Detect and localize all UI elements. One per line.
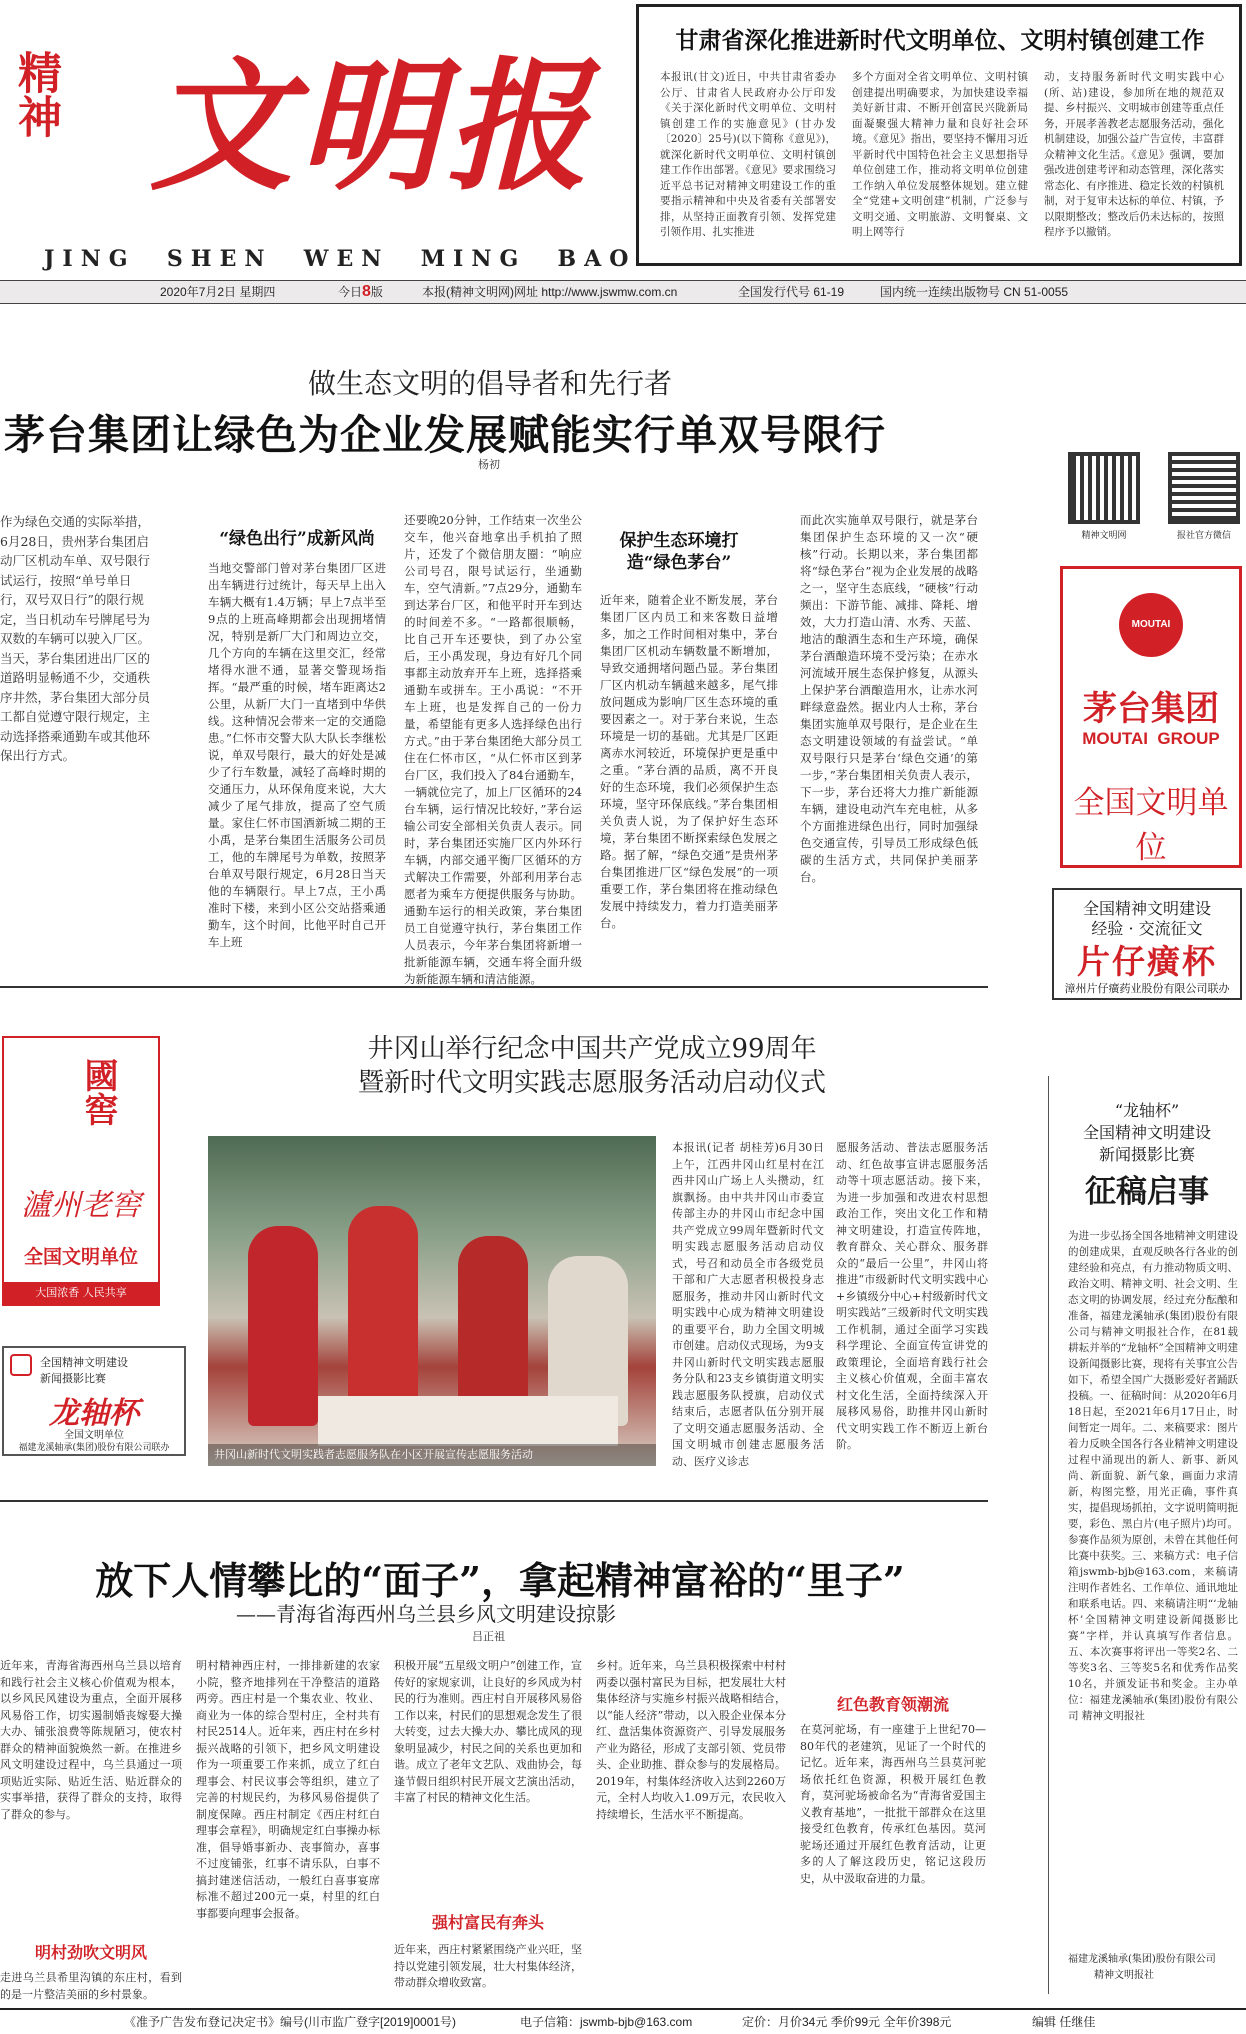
story1-sub1: “绿色出行”成新风尚: [219, 529, 375, 549]
divider-story1: [0, 986, 988, 988]
longzhou-line2: 新闻摄影比赛: [40, 1372, 106, 1385]
footer-editor: 编辑 任继佳: [1032, 2015, 1096, 2029]
contest-org1: 福建龙溪轴承(集团)股份有限公司: [1068, 1954, 1216, 1965]
moutai-badge: MOUTAI: [1131, 619, 1171, 630]
moutai-slogan: 全国文明单位: [1073, 785, 1229, 866]
longzhou-brand: 龙轴杯: [49, 1396, 139, 1431]
guojiao-name: 瀘州老窖: [21, 1188, 141, 1223]
dateline-pages: [338, 281, 383, 303]
top-story-title: 甘肃省深化推进新时代文明单位、文明村镇创建工作: [675, 27, 1205, 54]
story3-sub1: 明村劲吹文明风: [34, 1943, 147, 1962]
story1-col4: 而此次实施单双号限行，就是茅台集团保护生态环境的又一次“硬核”行动。长期以来，茅台集团都将“绿色茅台”视为企业发展的战略之一，坚守生态底线，“硬核”行动频出：下游节能、减排、降耗、增效，大力打造山清、水秀、天蓝、地洁的酿酒生态和生产环境，确保茅台酒酿造环境不受污染；在赤水河流域开展生态保护修复，从源头上保护茅台酒酿造用水，让赤水河畔绿意盎然。据业内人士称，茅台集团实施单双号限行，是企业在生态文明建设领域的有益尝试。“单双号限行只是茅台‘绿色交通’的第一步，”茅台集团相关负责人表示，下一步，茅台还将大力推广新能源车辆，建设电动汽车充电桩，从多个方面推进绿色出行，同时加强绿色交通宣传，引导员工形成绿色低碳的生活方式，共同保护美丽茅台。: [800, 513, 978, 884]
guojiao-slogan: 全国文明单位: [23, 1246, 138, 1268]
story1-lead: 作为绿色交通的实际举措，6月28日，贵州茅台集团启动厂区机动车单、双号限行试运行，按照“单号单日行，双号双日行”的限行规定，当日机动车号牌尾号为双数的车辆可以驶入厂区。当天，茅台集团进出厂区的道路明显畅通不少，交通秩序井然，茅台集团大部分员工都自觉遵守限行规定，主动选择搭乘通勤车或其他环保出行方式。: [0, 514, 151, 763]
ad-longzhou[interactable]: [2, 1346, 186, 1456]
story3-col3b: 近年来，西庄村紧紧围绕产业兴旺，坚持以党建引领发展，壮大村集体经济，带动群众增收致富。: [394, 1943, 582, 1989]
top-story-col3: 动，支持服务新时代文明实践中心(所、站)建设，参加所在地的规范双提、乡村振兴、文明城市创建等重点任务，开展孝善教老志愿服务活动，强化机制建设，加强公益广告宣传，丰富群众精神文化生活。《意见》强调，要加强改进创建考评和动态管理，深化落实常态化、有序推进、稳定长效的村镇机制，对于复审未达标的单位、村镇，予以限期整改；整改后仍未达标的，按照程序予以撤销。: [1044, 71, 1224, 238]
longzhou-logo-icon: [10, 1354, 32, 1376]
pzh-brand: 片仔癀杯: [1077, 942, 1217, 981]
story3-sub2: 强村富民有奔头: [431, 1913, 544, 1932]
masthead-logo-small: 精神: [10, 50, 61, 138]
contest-headline: 征稿启事: [1085, 1174, 1209, 1210]
story1-sub2: 保护生态环境打造“绿色茅台”: [619, 531, 739, 573]
ad-pianzaihuang[interactable]: [1052, 888, 1242, 1000]
photo-person-1: [248, 1226, 318, 1426]
story2-caption: 井冈山新时代文明实践者志愿服务队在小区开展宣传志愿服务活动: [208, 1444, 656, 1466]
story2-photo: [208, 1136, 656, 1466]
story1-col3: 近年来，随着企业不断发展，茅台集团厂区内员工和来客数日益增多，加之工作时间相对集中，茅台集团厂区机动车辆数量不断增加，导致交通拥堵问题凸显。茅台集团厂区内机动车辆越来越多，尾气排放问题成为影响厂区生态环境的重要因素之一。对于茅台来说，生态环境是一切的基础。尤其是厂区距离赤水河较近，环境保护更是重中之重。“茅台酒的品质，离不开良好的生态环境，我们必须保护生态环境，坚守环保底线。”茅台集团相关负责人说，为了保护好生态环境，茅台集团不断探索绿色发展之路。据了解，“绿色交通”是贵州茅台集团推进厂区“绿色发展”的一项重要工作，茅台集团将在推动绿色发展中持续发力，着力打造美丽茅台。: [600, 593, 778, 930]
pzh-company: 漳州片仔癀药业股份有限公司联办: [1064, 982, 1230, 995]
photo-table: [318, 1396, 618, 1446]
story3-col2: 明村精神西庄村，一排排新建的农家小院，整齐地排列在干净整洁的道路两旁。西庄村是一个集农业、牧业、商业为一体的综合型村庄，全村共有村民2514人。近年来，西庄村在乡村振兴战略的引领下，把乡风文明建设作为一项重要工作来抓，成立了红白理事会、村民议事会等组织，建立了完善的村规民约，为移风易俗提供了制度保障。西庄村制定《西庄村红白理事会章程》，明确规定红白事操办标准，倡导婚事新办、丧事简办，喜事不过度铺张，红事不请乐队，白事不搞封建迷信活动，一般红白喜事宴席标准不超过200元一桌，村里的红白事都要向理事会报备。: [196, 1659, 380, 1920]
photo-person-2: [348, 1206, 418, 1426]
story3-col1b: 走进乌兰县希里沟镇的东庄村，看到的是一片整洁美丽的乡村景象。: [0, 1971, 182, 2001]
moutai-logo-icon: [1119, 593, 1183, 657]
footer-price: 定价：月价34元 季价99元 全年价398元: [742, 2015, 952, 2029]
masthead: [0, 0, 637, 278]
story1-byline: 杨初: [478, 458, 500, 471]
qr-label-1: 精神文明网: [1081, 531, 1127, 541]
contest-org2: 精神文明报社: [1094, 1970, 1154, 1981]
top-story-col1: 本报讯(甘文)近日，中共甘肃省委办公厅、甘肃省人民政府办公厅印发《关于深化新时代文明单位、文明村镇创建工作的实施意见》(甘办发〔2020〕25号)(以下简称《意见》)，就深化新时代文明单位、文明村镇创建工作作出部署。《意见》要求围绕习近平总书记对精神文明建设工作的重要指示精神和中央及省委有关部署安排，从坚持正面教育引领、发挥党建引领作用、扎实推进: [660, 71, 836, 238]
contest-line2: 新闻摄影比赛: [1098, 1145, 1195, 1164]
longzhou-line1: 全国精神文明建设: [40, 1356, 128, 1369]
dateline-date: 2020年7月2日 星期四: [160, 285, 276, 299]
footer-bar: [0, 2008, 1246, 2034]
top-story-col2: 多个方面对全省文明单位、文明村镇创建提出明确要求，为加快建设幸福美好新甘肃、不断开创富民兴陇新局面凝聚强大精神力量和良好社会环境。《意见》指出，要坚持不懈用习近平新时代中国特色社会主义思想指导单位创建工作，推动将文明单位创建工作纳入单位发展整体规划。建立健全“党建+文明创建”机制，广泛参与文明交通、文明旅游、文明餐桌、文明上网等行: [852, 71, 1028, 238]
dateline-site[interactable]: 本报(精神文明网)网址 http://www.jswmw.com.cn: [422, 285, 678, 299]
contest-line1: 全国精神文明建设: [1082, 1123, 1211, 1142]
dateline-bar: [0, 280, 1246, 304]
dateline-pages-num: 8: [362, 283, 371, 300]
longzhou-company: 福建龙溪轴承(集团)股份有限公司联办: [18, 1443, 170, 1453]
guojiao-bar: 大国浓香 人民共享: [4, 1282, 158, 1304]
ad-moutai[interactable]: [1060, 566, 1242, 868]
contest-body: 为进一步弘扬全国各地精神文明建设的创建成果，直观反映各行各业的创建经验和亮点，有力推动物质文明、政治文明、精神文明、社会文明、生态文明的协调发展，经过充分酝酿和准备，福建龙溪轴承(集团)股份有限公司与精神文明报社合作，在81载耕耘并举的“龙轴杯”全国精神文明建设新闻摄影比赛，现将有关事宜公告如下，希望全国广大摄影爱好者踊跃投稿。一、征稿时间：从2020年6月18日起，至2021年6月17日止，时间暂定一周年。二、来稿要求：图片着力反映全国各行各业精神文明建设过程中涌现出的新人、新事、新风尚、新面貌、新气象，画面力求清新，构图完整，用光正确，事件真实，提倡现场抓拍，文字说明简明扼要，彩色、黑白片(电子照片)均可。参赛作品须为原创，未曾在其他任何比赛中获奖。三、来稿方式：电子信箱jswmb-bjb@163.com，来稿请注明作者姓名、工作单位、通讯地址和联系电话。四、来稿请注明“‘龙轴杯’全国精神文明建设新闻摄影比赛”字样，并认真填写作者信息。五、本次赛事将评出一等奖2名、二等奖3名、三等奖5名和优秀作品奖10名，并颁发证书和奖金。主办单位：福建龙溪轴承(集团)股份有限公司 精神文明报社: [1068, 1230, 1238, 1722]
ad-guojiao[interactable]: [2, 1036, 160, 1306]
story3-col1: 近年来，青海省海西州乌兰县以培育和践行社会主义核心价值观为根本，以乡风民风建设为重点，全面开展移风易俗工作，切实遏制婚丧嫁娶大操大办、铺张浪费等陈规陋习，使农村群众的精神面貌焕然一新。在推进乡风文明建设过程中，乌兰县通过一项项贴近实际、贴近生活、贴近群众的实事举措，获得了群众的支持，取得了群众的参与。: [0, 1659, 182, 1821]
dateline-cn: 国内统一连续出版物号 CN 51-0055: [880, 285, 1069, 299]
story2-col1: 本报讯(记者 胡桂芳)6月30日上午，江西井冈山红星村在江西井冈山广场上人头攒动，红旗飘扬。由中共井冈山市委宣传部主办的井冈山市纪念中国共产党成立99周年暨新时代文明实践志愿服务活动启动仪式，号召和动员全市各级党员干部和广大志愿者积极投身志愿服务，推动井冈山新时代文明实践中心成为精神文明建设的重要平台，助力全国文明城市创建。启动仪式现场，为9支井冈山新时代文明实践志愿服务分队和23支乡镇街道文明实践志愿服务队授旗，启动仪式结束后，志愿者队伍分别开展了文明交通志愿服务活动、全国文明城市创建志愿服务活动、医疗义诊志: [672, 1141, 824, 1468]
story2-title2: 暨新时代文明实践志愿服务活动启动仪式: [357, 1068, 826, 1098]
story3-col5: 在莫河驼场，有一座建于上世纪70—80年代的老建筑，见证了一个时代的记忆。近年来，海西州乌兰县莫河驼场依托红色资源，积极开展红色教育，莫河驼场被命名为“青海省爱国主义教育基地”，一批批干部群众在这里接受红色教育，传承红色基因。莫河驼场还通过开展红色教育活动，让更多的人了解这段历史，铭记这段历史，从中汲取奋进的力量。: [800, 1723, 986, 1885]
story3-subtitle: ——青海省海西州乌兰县乡风文明建设掠影: [236, 1602, 616, 1626]
story3-col3: 积极开展“五星级文明户”创建工作，宣传好的家规家训，让良好的乡风成为村民的行为准则。西庄村自开展移风易俗工作以来，村民们的思想观念发生了很大转变，过去大操大办、攀比成风的现象明显减少，村民之间的关系也更加和谐。成立了老年文艺队、戏曲协会，每逢节假日组织村民开展文艺演出活动，丰富了村民的精神文化生活。: [394, 1659, 582, 1804]
story1-col2: 还要晚20分钟，工作结束一次坐公交车，他兴奋地拿出手机拍了照片，还发了个微信朋友圈：“响应公司号召，限号试运行，坐通勤车，空气清新。”7点29分，通勤车到达茅台厂区，和他平时开车到达的时间差不多。“一路都很顺畅，比自己开车还要快，到了办公室后，王小禹发现，身边有好几个同事都主动放弃开车上班，选择搭乘通勤车或拼车。王小禹说：“不开车上班，也是发挥自己的一份力量，希望能有更多人选择绿色出行方式。”由于茅台集团绝大部分员工住在仁怀市区，“从仁怀市区到茅台厂区，我们投入了84台通勤车，一辆就位完了，加上厂区循环的24台车辆，运行情况比较好，”茅台运输公司安全部相关负责人表示。同时，茅台集团还实施厂区内外环行车辆，内部交通平衡厂区循环的方式解决工作需要，外部利用茅台志愿者为乘车方便提供服务与协助。通勤车运行的相关政策，茅台集团员工自觉遵守执行，茅台集团工作人员表示，今年茅台集团将新增一批新能源车辆，交通车将全面升级为新能源车辆和清洁能源。: [404, 513, 582, 986]
moutai-name-en: MOUTAI GROUP: [1082, 729, 1220, 748]
pzh-line2: 经验 · 交流征文: [1091, 919, 1203, 938]
story2-col2: 愿服务活动、普法志愿服务活动、红色故事宣讲志愿服务活动等十项志愿活动。接下来，为进一步加强和改进农村思想政治工作，突出文化工作和精神文明建设，打造宣传阵地，教育群众、关心群众、服务群众的“最后一公里”，井冈山将推进“市级新时代文明实践中心+乡镇级分中心+村级新时代文明实践站”三级新时代文明实践工作机制，通过全面学习实践科学理论、全面宣传宣讲党的政策理论，全面培育践行社会主义核心价值观，全面丰富农村文化生活，全面持续深入开展移风易俗，助推井冈山新时代文明实践工作不断迈上新台阶。: [836, 1141, 988, 1451]
pzh-line1: 全国精神文明建设: [1082, 899, 1211, 918]
footer-email[interactable]: 电子信箱：jswmb-bjb@163.com: [520, 2015, 693, 2029]
story1-kicker: 做生态文明的倡导者和先行者: [307, 367, 672, 400]
dateline-pages-suffix: 版: [370, 285, 383, 299]
footer-ad-license: 《准予广告发布登记决定书》编号(川市监广登字[2019]0001号): [124, 2015, 457, 2029]
story1-title: 茅台集团让绿色为企业发展赋能实行单双号限行: [4, 411, 886, 459]
guojiao-seal: 國窖: [78, 1058, 118, 1126]
masthead-logo-big: 文明报: [150, 44, 594, 210]
divider-story2: [0, 1500, 988, 1502]
contest-kicker: “龙轴杯”: [1114, 1101, 1180, 1120]
qr-code-1[interactable]: [1068, 452, 1140, 524]
story3-byline: 吕正祖: [472, 1630, 505, 1643]
story3-col4: 乡村。近年来，乌兰县积极探索中村村两委以强村富民为目标，把发展壮大村集体经济与实施乡村振兴战略相结合，以“能人经济”带动，以入股企业保本分红、盘活集体资源资产、引导发展服务产业为路径，形成了支部引领、党员带头、企业助推、群众参与的发展格局。2019年，村集体经济收入达到2260万元，全村人均收入1.09万元，农民收入持续增长，生活水平不断提高。: [596, 1659, 786, 1821]
qr-code-2[interactable]: [1168, 452, 1240, 524]
story1-col1: 当地交警部门曾对茅台集团厂区进出车辆进行过统计，每天早上出入车辆大概有1.4万辆；早上7点半至9点的上班高峰期都会出现拥堵情况，特别是新厂大门和周边立交，几个方向的车辆在这里交汇，经常堵得水泄不通，显著交警现场指挥。“最严重的时候，堵车距离达2公里，从新厂大门一直堵到中华供线。这种情况会带来一定的交通隐患。”仁怀市交警大队大队长李继松说，单双号限行，最大的好处是减少了行车数量，减轻了高峰时期的交通压力，从环保角度来说，大大减少了尾气排放，提高了空气质量。家住仁怀市国酒新城二期的王小禹，是茅台集团生活服务公司员工，他的车牌尾号为单数，按照茅台单双号限行规定，6月28日当天他的车辆限行。早上7点，王小禹准时下楼，来到小区公交站搭乘通勤车，这个时间，比他平时自己开车上班: [208, 561, 386, 949]
story3-title: 放下人情攀比的“面子”，拿起精神富裕的“里子”: [95, 1558, 905, 1603]
dateline-pages-prefix: 今日: [338, 285, 363, 299]
masthead-pinyin: JING SHEN WEN MING BAO: [44, 246, 637, 272]
story2-title1: 井冈山举行纪念中国共产党成立99周年: [367, 1034, 817, 1064]
story3-sub3: 红色教育领潮流: [836, 1695, 949, 1714]
longzhou-unit: 全国文明单位: [64, 1430, 124, 1441]
qr-label-2: 报社官方微信: [1176, 531, 1231, 541]
moutai-name: 茅台集团: [1083, 689, 1219, 729]
dateline-issue-code: 全国发行代号 61-19: [738, 285, 845, 299]
